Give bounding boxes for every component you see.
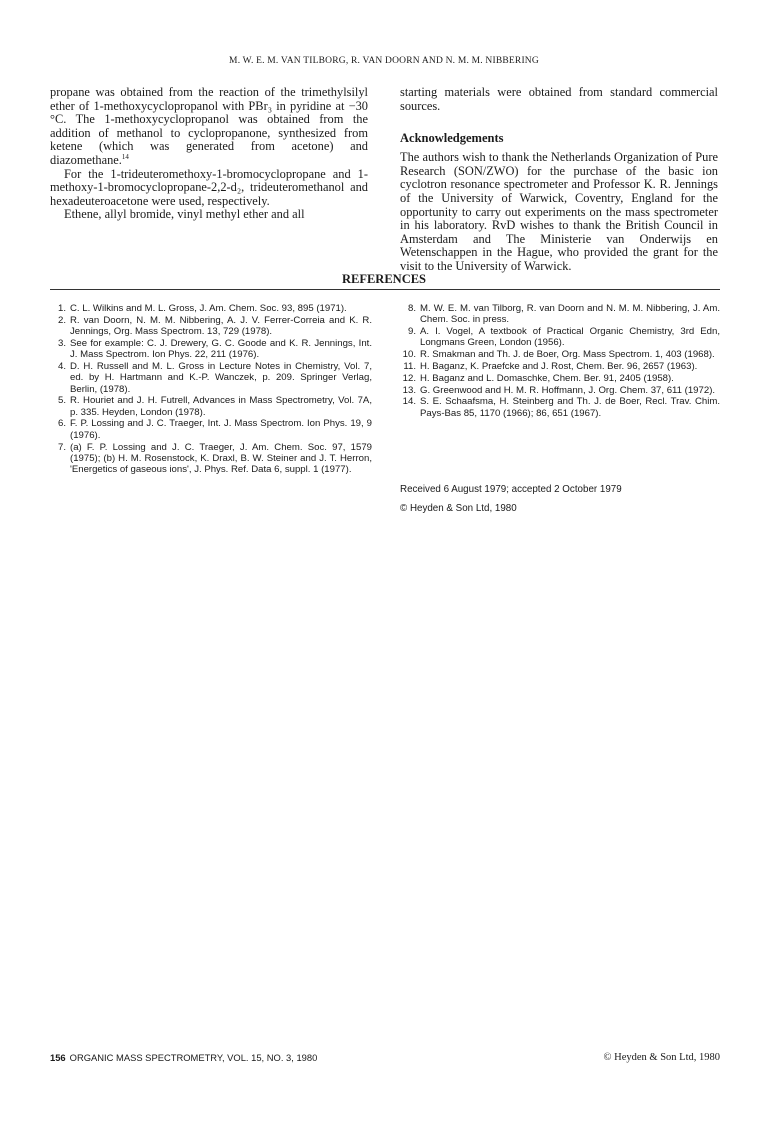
reference-item: 6. F. P. Lossing and J. C. Traeger, Int. J. Mass Spectrom. Ion Phys. 19, 9 (1976). bbox=[57, 418, 372, 441]
journal-citation: ORGANIC MASS SPECTROMETRY, VOL. 15, NO. 3, 1980 bbox=[69, 1052, 318, 1063]
body-column-left bbox=[50, 86, 368, 222]
page-number: 156 bbox=[50, 1052, 66, 1063]
references-heading: REFERENCES bbox=[341, 272, 427, 286]
footer-copyright: © Heyden & Son Ltd, 1980 bbox=[603, 1052, 720, 1063]
body-paragraph: For the 1-trideuteromethoxy-1-bromocyclopropane and 1-methoxy-1-bromocyclopropane-2,2-d₂, trideuteromethanol and hexadeuteroacetone were used, respectively. bbox=[50, 166, 368, 208]
acknowledgements-text: The authors wish to thank the Netherlands Organization of Pure Research (SON/ZWO) for the purchase of the basic ion cyclotron resonance spectrometer and Professor K. R. Jennings of the University of Warwick, Coventry, England for the opportunity to carry out experiments on the mass spectrometer in his laboratory. RvD wishes to thank the British Council in Amsterdam and The Ministerie van Onderwijs en Wetenschappen in the Hague, who provided the grant for the visit to the University of Warwick. bbox=[400, 150, 718, 273]
reference-item: 10. R. Smakman and Th. J. de Boer, Org. Mass Spectrom. 1, 403 (1968). bbox=[402, 349, 715, 361]
reference-item: 3. See for example: C. J. Drewery, G. C. Goode and K. R. Jennings, Int. J. Mass Spectrom. Ion Phys. 22, 211 (1976). bbox=[57, 337, 372, 361]
body-column-right bbox=[400, 86, 718, 274]
acknowledgements-heading: Acknowledgements bbox=[400, 131, 504, 146]
reference-item: 8. M. W. E. M. van Tilborg, R. van Doorn and N. M. M. Nibbering, J. Am. Chem. Soc. in press. bbox=[407, 303, 720, 326]
reference-item: 2. R. van Doorn, N. M. M. Nibbering, A. J. V. Ferrer-Correia and K. R. Jennings, Org. Mass Spectrom. 13, 729 (1978). bbox=[57, 314, 372, 338]
body-paragraph: Ethene, allyl bromide, vinyl methyl ether and all bbox=[64, 207, 305, 222]
reference-item: 11. H. Baganz, K. Praefcke and J. Rost, Chem. Ber. 96, 2657 (1963). bbox=[403, 360, 698, 372]
footer-journal-line bbox=[50, 1052, 317, 1063]
references-list-right bbox=[400, 303, 720, 419]
references-list-left bbox=[50, 303, 372, 476]
reference-item: 14. S. E. Schaafsma, H. Steinberg and Th. J. de Boer, Recl. Trav. Chim. Pays-Bas 85, 1170 (1966); 86, 651 (1967). bbox=[402, 396, 720, 419]
running-head: M. W. E. M. VAN TILBORG, R. VAN DOORN AND N. M. M. NIBBERING bbox=[229, 56, 539, 66]
reference-item: 1. C. L. Wilkins and M. L. Gross, J. Am. Chem. Soc. 93, 895 (1971). bbox=[57, 303, 347, 314]
citation-ref: 14 bbox=[121, 152, 129, 161]
body-paragraph: starting materials were obtained from standard commercial sources. bbox=[400, 85, 718, 113]
divider bbox=[50, 289, 720, 290]
reference-item: 4. D. H. Russell and M. L. Gross in Lecture Notes in Chemistry, Vol. 7, ed. by H. Hartmann and K.-P. Wanczek, p. 209. Springer Verlag, Berlin, (1978). bbox=[57, 360, 372, 395]
copyright-notice: © Heyden & Son Ltd, 1980 bbox=[400, 503, 517, 514]
reference-item: 9. A. I. Vogel, A textbook of Practical Organic Chemistry, 3rd Edn, Longmans Green, London (1956). bbox=[407, 326, 720, 349]
reference-item: 5. R. Houriet and J. H. Futrell, Advances in Mass Spectrometry, Vol. 7A, p. 335. Heyden, London (1978). bbox=[57, 395, 372, 418]
reference-item: 7. (a) F. P. Lossing and J. C. Traeger, J. Am. Chem. Soc. 97, 1579 (1975); (b) H. M. Rosenstock, K. Draxl, B. W. Steiner and J. T. Herron, 'Energetics of gaseous ions', J. Phys. Ref. Data 6, suppl. 1 (1977). bbox=[57, 441, 372, 476]
received-dates: Received 6 August 1979; accepted 2 October 1979 bbox=[400, 484, 622, 495]
body-paragraph: propane was obtained from the reaction of the trimethylsilyl ether of 1-methoxycyclopropanol with PBr₃ in pyridine at −30 °C. The 1-methoxycyclopropanol was obtained from the addition of methanol to cyclopropanone, synthesized from ketene (which was generated from acetone) and diazomethane.$^{14}$ bbox=[50, 85, 368, 167]
reference-item: 12. H. Baganz and L. Domaschke, Chem. Ber. 91, 2405 (1958). bbox=[402, 372, 674, 384]
reference-item: 13. G. Greenwood and H. M. R. Hoffmann, J. Org. Chem. 37, 611 (1972). bbox=[402, 384, 716, 396]
